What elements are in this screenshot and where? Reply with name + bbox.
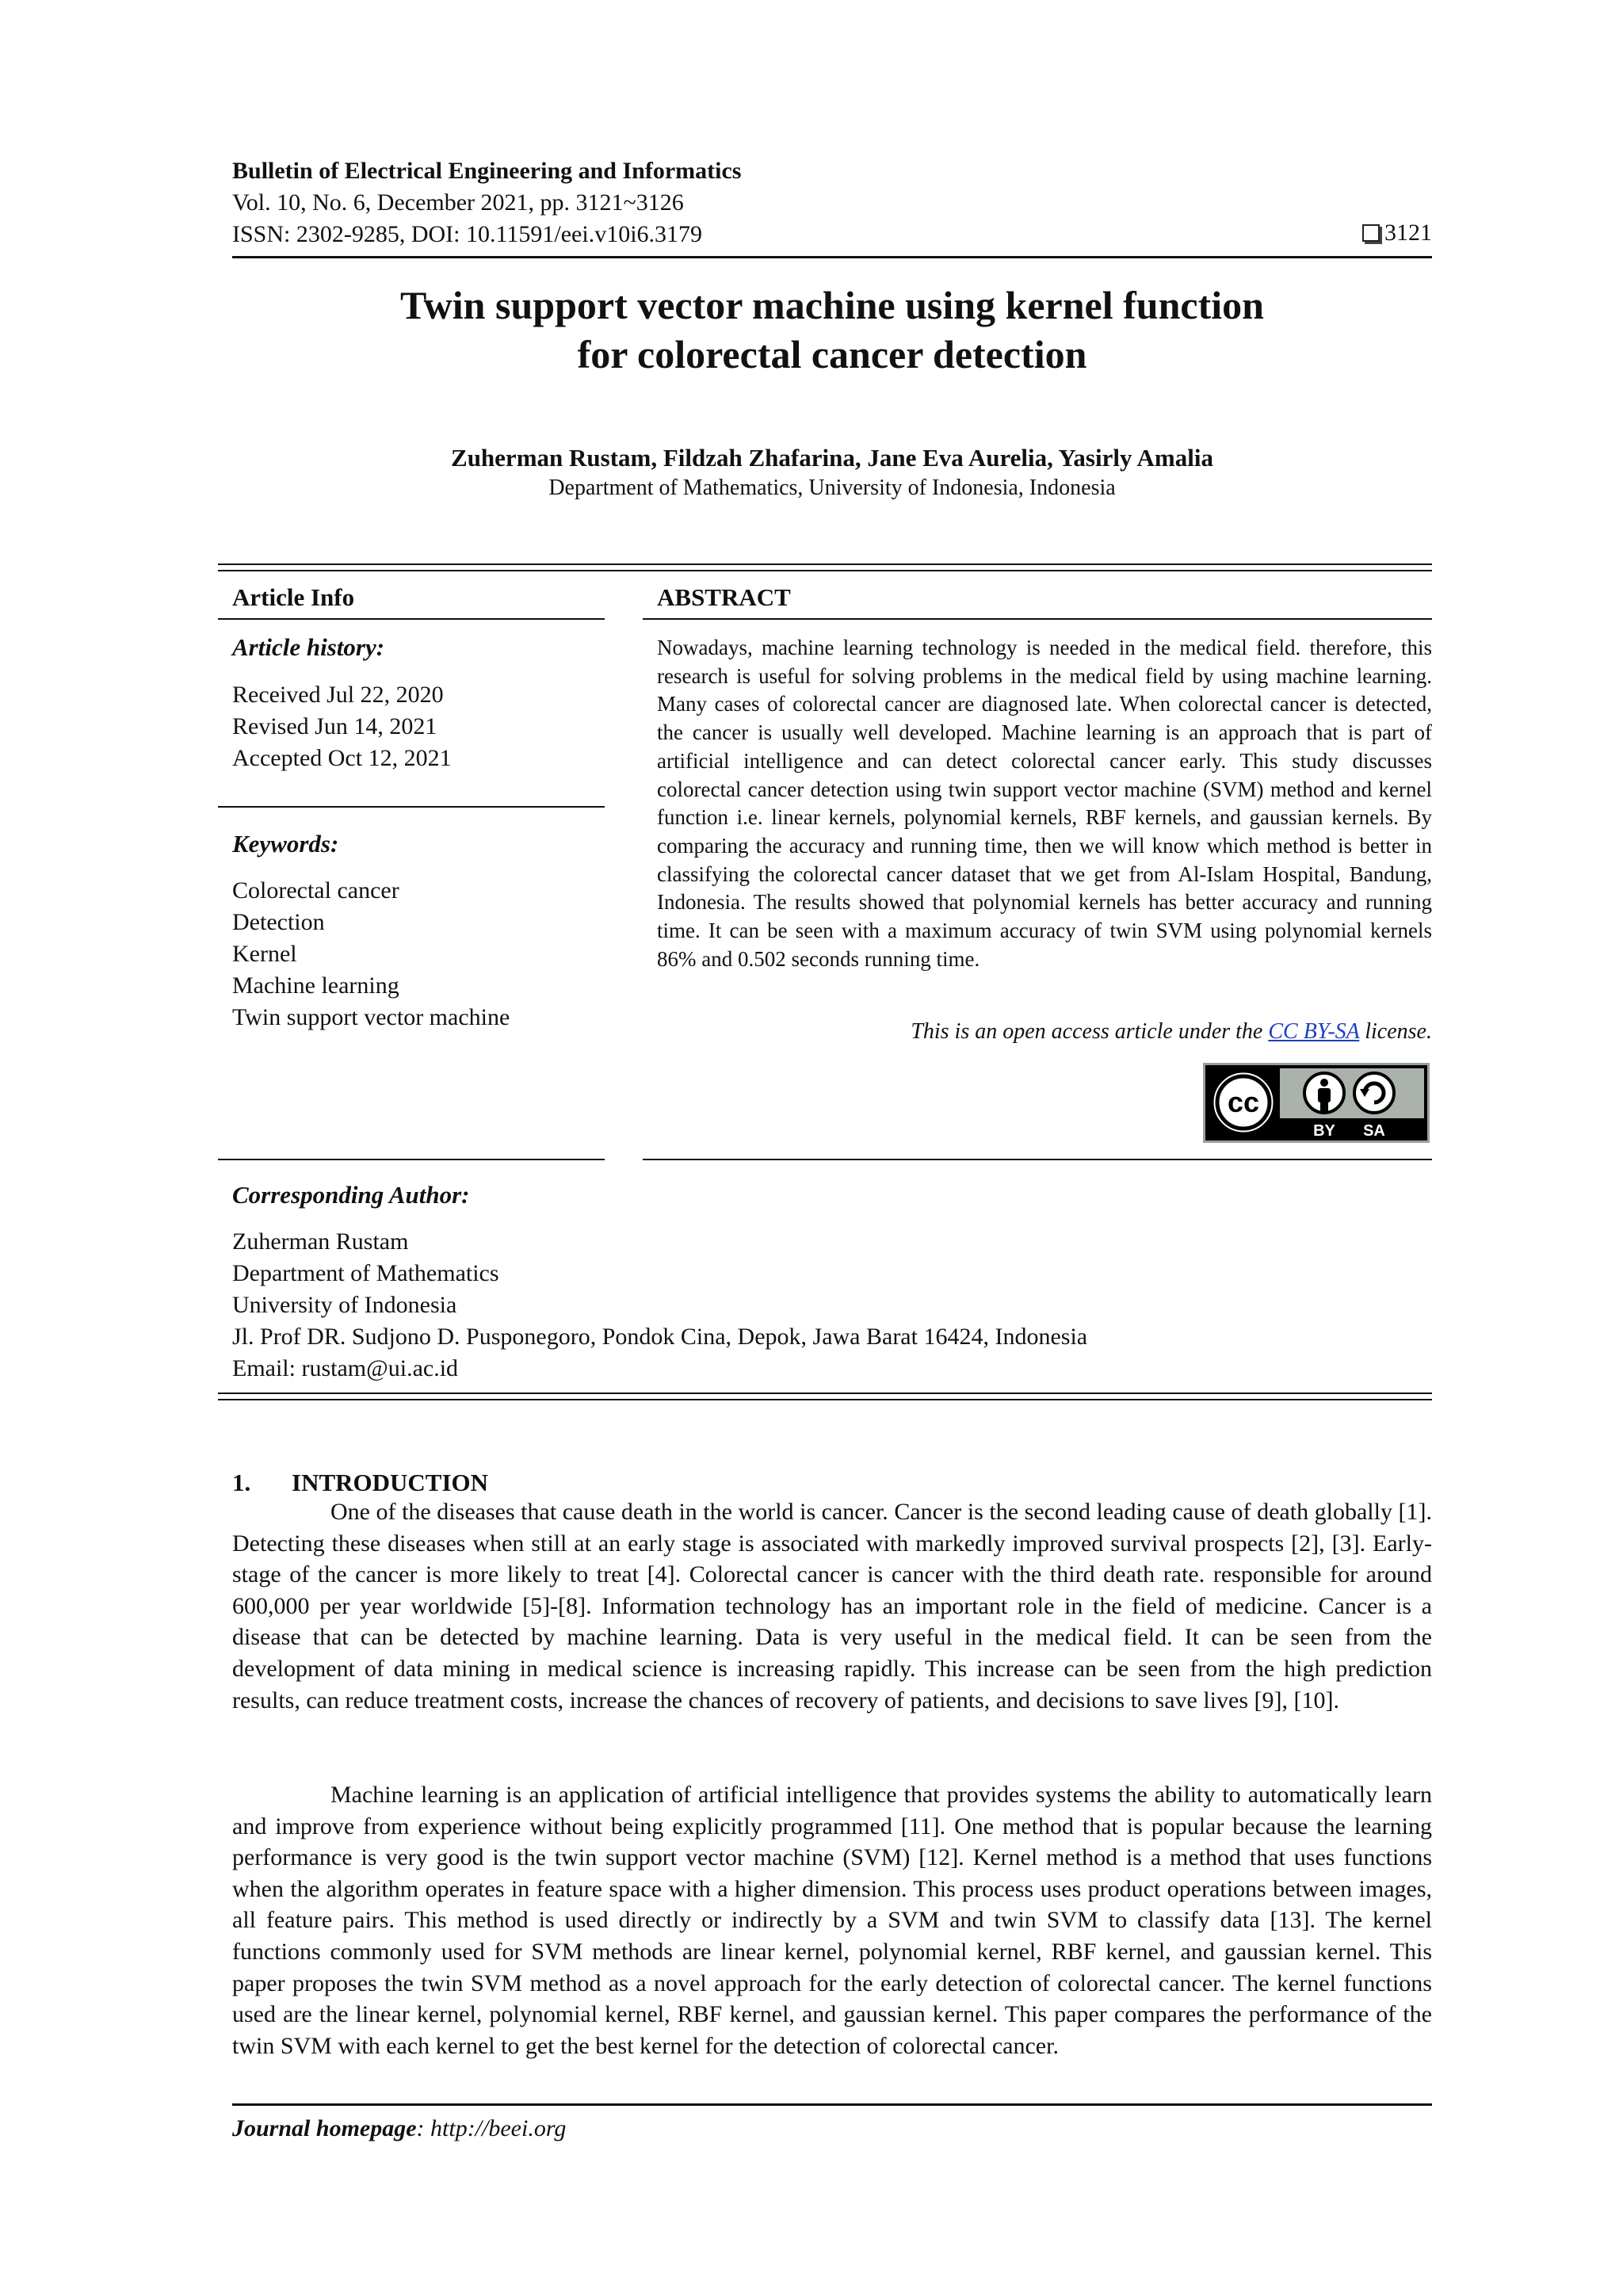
history-received: Received Jul 22, 2020	[232, 682, 444, 708]
journal-homepage	[232, 2113, 566, 2145]
journal-name: Bulletin of Electrical Engineering and Informatics	[232, 158, 742, 184]
keyword-item: Machine learning	[232, 972, 399, 999]
homepage-url[interactable]: : http://beei.org	[416, 2115, 567, 2141]
corresponding-department: Department of Mathematics	[232, 1260, 499, 1286]
paper-title-line-2: for colorectal cancer detection	[577, 332, 1087, 376]
corresponding-address: Jl. Prof DR. Sudjono D. Pusponegoro, Pondok Cina, Depok, Jawa Barat 16424, Indonesia	[232, 1324, 1088, 1350]
paper-title-line-1: Twin support vector machine using kernel function	[400, 283, 1264, 327]
journal-volume: Vol. 10, No. 6, December 2021, pp. 3121~3126	[232, 189, 684, 216]
article-history-list	[232, 679, 452, 774]
keyword-list	[232, 875, 510, 1033]
section-heading-introduction	[232, 1467, 488, 1499]
cc-symbol-text: cc	[1227, 1086, 1260, 1118]
corresponding-university: University of Indonesia	[232, 1292, 457, 1318]
article-info-rule	[218, 618, 605, 620]
keyword-item: Colorectal cancer	[232, 877, 399, 904]
running-header	[232, 155, 1432, 250]
abstract-heading: ABSTRACT	[657, 583, 791, 611]
section-title: INTRODUCTION	[292, 1469, 489, 1496]
cc-by-text: BY	[1313, 1122, 1335, 1140]
corresponding-bottom-rule	[218, 1392, 1432, 1400]
article-info-heading: Article Info	[232, 583, 355, 611]
paper-title	[232, 281, 1432, 379]
info-bottom-rule-right	[643, 1159, 1432, 1160]
section-number: 1.	[232, 1469, 251, 1496]
intro-paragraph-1: One of the diseases that cause death in the world is cancer. Cancer is the second leading cause of death globally [1]. Detecting these diseases when still at an early stage is associated with markedly improved survival prospects [2], [3]. Early-stage of the cancer is more likely to treat [4]. Colorectal cancer is cancer with the third death rate. responsible for around 600,000 per year worldwide [5]-[8]. Information technology has an important role in the field of medicine. Cancer is a disease that can be detected by machine learning. Data is very useful in the medical field. It can be seen from the development of data mining in medical science is increasing rapidly. This increase can be seen from the high prediction results, can reduce treatment costs, increase the chances of recovery of patients, and decisions to save lives [9], [10].	[232, 1499, 1432, 1713]
keyword-item: Twin support vector machine	[232, 1004, 510, 1030]
history-accepted: Accepted Oct 12, 2021	[232, 745, 452, 771]
abstract-text: Nowadays, machine learning technology is needed in the medical field. therefore, this research is useful for solving problems in the medical field by using machine learning. Many cases of colorectal cancer are diagnosed late. When colorectal cancer is detected, the cancer is usually well developed. Machine learning is an approach that is part of artificial intelligence and can detect colorectal cancer early. This study discusses colorectal cancer detection using twin support vector machine (SVM) method and kernel function i.e. linear kernels, polynomial kernels, RBF kernels, and gaussian kernels. By comparing the accuracy and running time, then we will know which method is better in classifying the colorectal cancer dataset that we get from Al-Islam Hospital, Bandung, Indonesia. The results showed that polynomial kernels has better accuracy and running time. It can be seen with a maximum accuracy of twin SVM using polynomial kernels 86% and 0.502 seconds running time.	[657, 636, 1432, 971]
author-list: Zuherman Rustam, Fildzah Zhafarina, Jane Eva Aurelia, Yasirly Amalia	[451, 444, 1213, 472]
history-revised: Revised Jun 14, 2021	[232, 713, 437, 739]
article-history-heading: Article history:	[232, 633, 385, 661]
keywords-heading: Keywords:	[232, 830, 339, 858]
license-link[interactable]: CC BY-SA	[1268, 1019, 1360, 1044]
license-note	[657, 1018, 1432, 1046]
keyword-item: Kernel	[232, 941, 297, 967]
intro-paragraph-2: Machine learning is an application of artificial intelligence that provides systems the ability to automatically learn and improve from experience without being explicitly programmed [11]. One method that is popular because the learning performance is very good is the twin support vector machine (SVM) [12]. Kernel method is a method that uses functions when the algorithm operates in feature space with a higher dimension. This process uses product operations between images, all feature pairs. This method is used directly or indirectly by a SVM and twin SVM to classify data [13]. The kernel functions commonly used for SVM methods are linear kernel, polynomial kernel, RBF kernel, and gaussian kernel. This paper proposes the twin SVM method as a novel approach for the early detection of colorectal cancer. The kernel functions used are the linear kernel, polynomial kernel, RBF kernel, and gaussian kernel. This paper compares the performance of the twin SVM with each kernel to get the best kernel for the detection of colorectal cancer.	[232, 1782, 1432, 2059]
footer-rule	[232, 2103, 1432, 2106]
header-rule	[232, 256, 1432, 258]
abstract-rule	[643, 618, 1432, 620]
keyword-item: Detection	[232, 909, 325, 935]
square-box-icon	[1362, 224, 1380, 242]
corresponding-author-details	[232, 1226, 1087, 1385]
page-number-value: 3121	[1384, 220, 1432, 246]
cc-sa-text: SA	[1363, 1122, 1385, 1140]
history-rule	[218, 806, 605, 808]
cc-by-sa-badge-icon[interactable]	[1203, 1063, 1430, 1143]
corresponding-author-heading: Corresponding Author:	[232, 1181, 470, 1209]
info-top-rule	[218, 563, 1432, 571]
info-bottom-rule-left	[218, 1159, 605, 1160]
corresponding-email: Email: rustam@ui.ac.id	[232, 1355, 459, 1381]
affiliation: Department of Mathematics, University of Indonesia, Indonesia	[548, 476, 1116, 500]
license-prefix: This is an open access article under the	[911, 1019, 1269, 1044]
license-suffix: license.	[1359, 1019, 1432, 1044]
homepage-label: Journal homepage	[232, 2115, 417, 2141]
corresponding-name: Zuherman Rustam	[232, 1228, 409, 1255]
page-number	[1362, 220, 1432, 246]
journal-issn-doi: ISSN: 2302-9285, DOI: 10.11591/eei.v10i6.3179	[232, 221, 703, 247]
